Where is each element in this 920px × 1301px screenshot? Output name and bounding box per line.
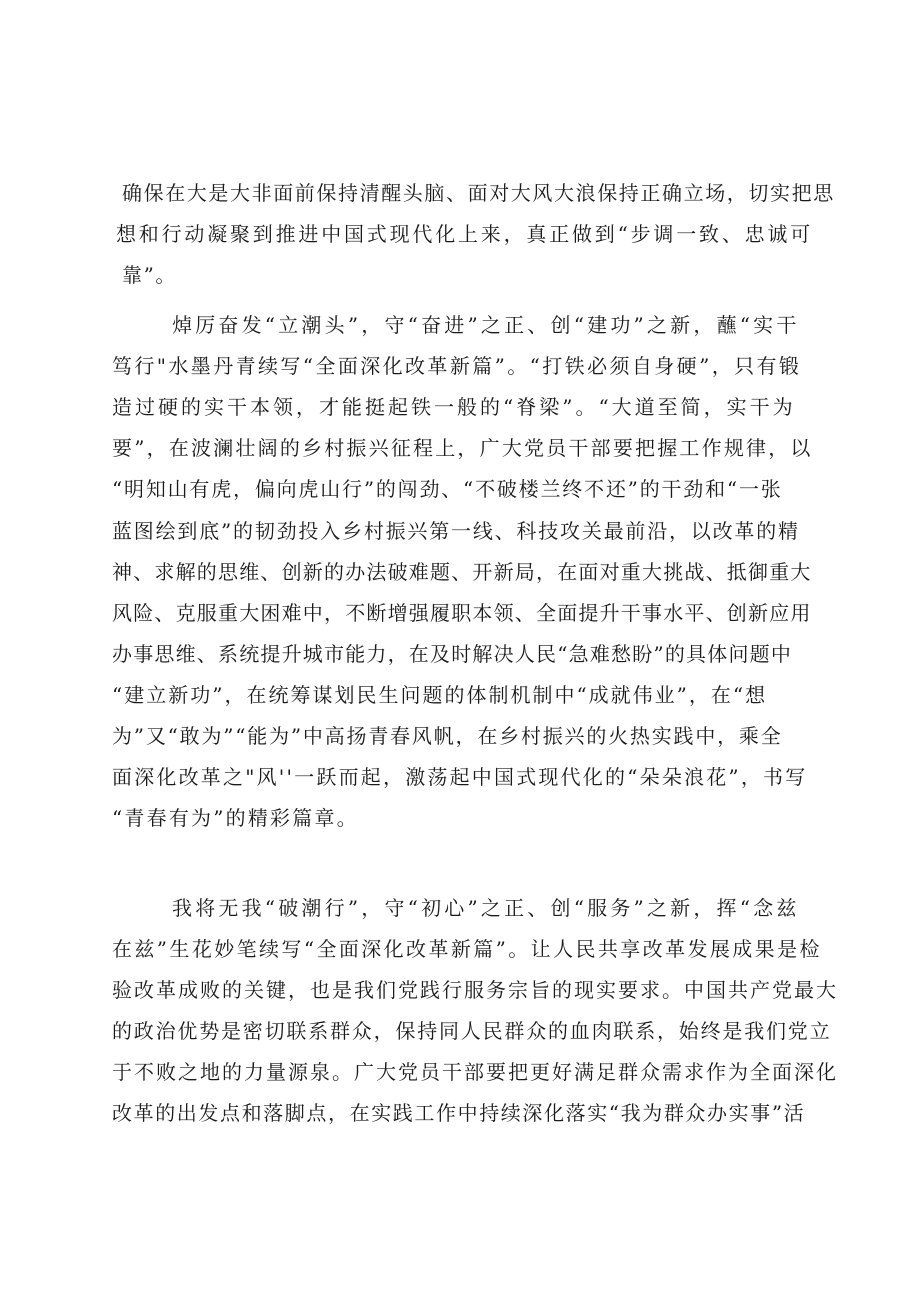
text-line: 为”又“敢为”“能为”中高扬青春风帆，在乡村振兴的火热实践中，乘全 bbox=[112, 724, 783, 748]
text-line: 神、求解的思维、创新的办法破难题、开新局，在面对重大挑战、抵御重大 bbox=[112, 560, 812, 584]
text-line: 的政治优势是密切联系群众，保持同人民群众的血肉联系，始终是我们党立 bbox=[112, 1019, 832, 1043]
text-line: 焯厉奋发“立潮头”，守“奋进”之正、创“建功”之新，蘸“实干 bbox=[172, 313, 800, 337]
text-line: 于不败之地的力量源泉。广大党员干部要把更好满足群众需求作为全面深化 bbox=[112, 1060, 838, 1084]
text-line: 面深化改革之"风''一跃而起，激荡起中国式现代化的“朵朵浪花”，书写 bbox=[112, 765, 808, 789]
text-line: 我将无我“破潮行”，守“初心”之正、创“服务”之新，挥“念兹 bbox=[172, 896, 800, 920]
text-line: 风险、克服重大困难中，不断增强履职本领、全面提升干事水平、创新应用 bbox=[112, 601, 812, 625]
text-line: “建立新功”，在统筹谋划民生问题的体制机制中“成就伟业”，在“想 bbox=[112, 683, 768, 707]
text-line: 笃行"水墨丹青续写“全面深化改革新篇”。“打铁必须自身硬”，只有锻 bbox=[112, 354, 802, 378]
text-line: “青春有为”的精彩篇章。 bbox=[112, 806, 359, 830]
text-line: 造过硬的实干本领，才能挺起铁一般的“脊梁”。“大道至简，实干为 bbox=[112, 395, 796, 419]
text-line: 办事思维、系统提升城市能力，在及时解决人民“急难愁盼”的具体问题中 bbox=[112, 642, 793, 666]
text-line: “明知山有虎，偏向虎山行”的闯劲、“不破楼兰终不还”的干劲和“一张 bbox=[112, 477, 783, 501]
text-line: 在兹”生花妙笔续写“全面深化改革新篇”。让人民共享改革发展成果是检 bbox=[112, 937, 822, 961]
text-line: 想和行动凝聚到推进中国式现代化上来，真正做到“步调一致、忠诚可 bbox=[116, 222, 814, 246]
text-line: 蓝图绘到底”的韧劲投入乡村振兴第一线、科技攻关最前沿，以改革的精 bbox=[112, 519, 800, 543]
text-line: 改革的出发点和落脚点，在实践工作中持续深化落实“我为群众办实事”活 bbox=[112, 1101, 806, 1125]
text-line: 验改革成败的关键，也是我们党践行服务宗旨的现实要求。中国共产党最大 bbox=[112, 978, 838, 1002]
text-line: 确保在大是大非面前保持清醒头脑、面对大风大浪保持正确立场，切实把思 bbox=[122, 181, 835, 205]
text-line: 要”，在波澜壮阔的乡村振兴征程上，广大党员干部要把握工作规律，以 bbox=[112, 436, 813, 460]
text-line: 靠”。 bbox=[122, 263, 178, 287]
